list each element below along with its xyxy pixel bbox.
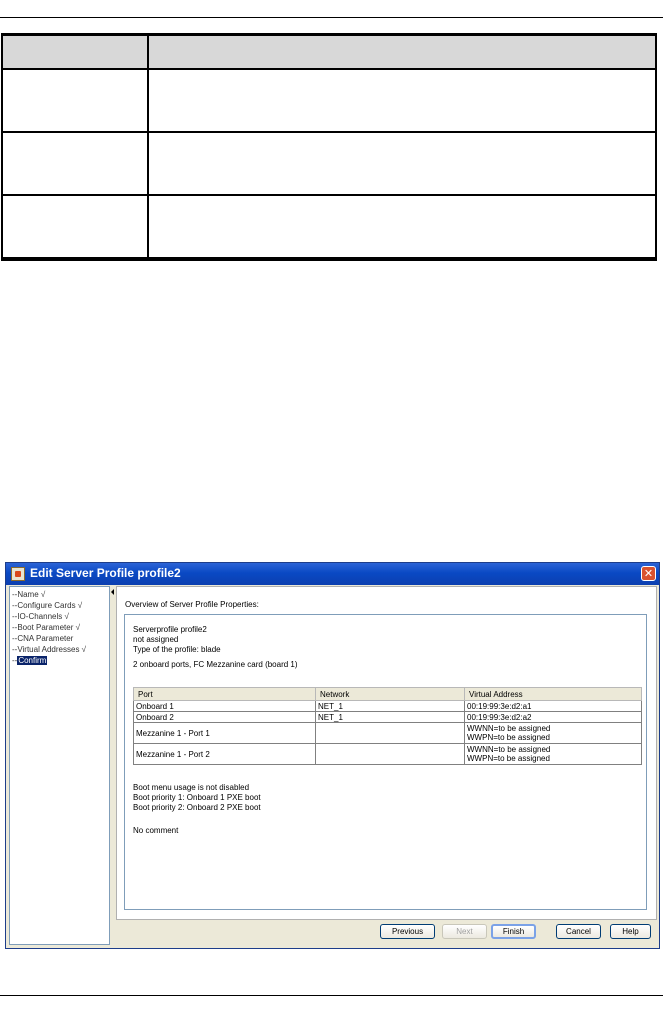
network-cell: NET_1 (316, 701, 465, 712)
wizard-step-tree (9, 586, 110, 945)
table-left-border (1, 33, 3, 261)
table-header-row (1, 36, 657, 68)
help-button[interactable]: Help (610, 924, 651, 939)
port-table (133, 687, 642, 765)
table-row[interactable] (134, 723, 642, 744)
tree-item-virtual-addresses[interactable]: --Virtual Addresses √ (12, 645, 87, 654)
boot-priority-1-text: Boot priority 1: Onboard 1 PXE boot (133, 793, 261, 802)
port-cell: Mezzanine 1 - Port 1 (134, 723, 316, 744)
collapse-arrow-icon[interactable] (111, 589, 114, 595)
assignment-text: not assigned (133, 635, 179, 644)
column-header-port[interactable]: Port (134, 688, 316, 701)
dialog-title: Edit Server Profile profile2 (30, 566, 181, 580)
tree-item-io-channels[interactable]: --IO-Channels √ (12, 612, 69, 621)
table-bottom-border (1, 257, 657, 261)
overview-scroll-area (124, 614, 647, 910)
network-cell (316, 744, 465, 765)
tree-item-cna-parameter[interactable]: --CNA Parameter (12, 634, 74, 643)
port-cell: Mezzanine 1 - Port 2 (134, 744, 316, 765)
previous-button[interactable]: Previous (380, 924, 435, 939)
tree-item-boot-parameter[interactable]: --Boot Parameter √ (12, 623, 80, 632)
tree-item-name[interactable]: --Name √ (12, 590, 46, 599)
next-button[interactable]: Next (442, 924, 487, 939)
address-cell: 00:19:99:3e:d2:a1 (465, 701, 642, 712)
close-icon: ✕ (643, 567, 654, 580)
column-header-virtual-address[interactable]: Virtual Address (465, 688, 642, 701)
comment-text: No comment (133, 826, 179, 835)
table-row[interactable] (134, 701, 642, 712)
java-app-icon (11, 567, 25, 581)
table-row[interactable] (134, 712, 642, 723)
wwnn-text: WWNN=to be assigned (467, 745, 551, 754)
address-cell (465, 723, 642, 744)
wwnn-text: WWNN=to be assigned (467, 724, 551, 733)
cancel-button[interactable]: Cancel (556, 924, 601, 939)
address-cell: 00:19:99:3e:d2:a2 (465, 712, 642, 723)
table-column-divider (147, 33, 149, 261)
table-row[interactable] (134, 744, 642, 765)
tree-item-confirm[interactable]: --Confirm (12, 656, 47, 665)
edit-server-profile-dialog (5, 562, 660, 949)
port-cell: Onboard 2 (134, 712, 316, 723)
address-cell (465, 744, 642, 765)
table-row-divider (1, 131, 657, 133)
table-row-divider (1, 68, 657, 70)
profile-name-text: Serverprofile profile2 (133, 625, 207, 634)
confirm-panel (116, 586, 657, 920)
network-cell (316, 723, 465, 744)
tree-item-configure-cards[interactable]: --Configure Cards √ (12, 601, 83, 610)
page-header-rule (0, 17, 663, 18)
boot-priority-2-text: Boot priority 2: Onboard 2 PXE boot (133, 803, 261, 812)
close-button[interactable] (641, 566, 656, 581)
table-right-border (655, 33, 657, 261)
document-table (1, 33, 657, 261)
table-row-divider (1, 194, 657, 196)
wwpn-text: WWPN=to be assigned (467, 754, 550, 763)
profile-type-text: Type of the profile: blade (133, 645, 221, 654)
column-header-network[interactable]: Network (316, 688, 465, 701)
network-cell: NET_1 (316, 712, 465, 723)
boot-menu-text: Boot menu usage is not disabled (133, 783, 250, 792)
port-cell: Onboard 1 (134, 701, 316, 712)
ports-summary-text: 2 onboard ports, FC Mezzanine card (board 1) (133, 660, 298, 669)
overview-heading: Overview of Server Profile Properties: (125, 600, 259, 609)
dialog-titlebar[interactable] (6, 563, 659, 585)
finish-button[interactable]: Finish (491, 924, 536, 939)
wwpn-text: WWPN=to be assigned (467, 733, 550, 742)
page-footer-rule (0, 995, 663, 996)
panel-splitter[interactable] (110, 586, 115, 945)
